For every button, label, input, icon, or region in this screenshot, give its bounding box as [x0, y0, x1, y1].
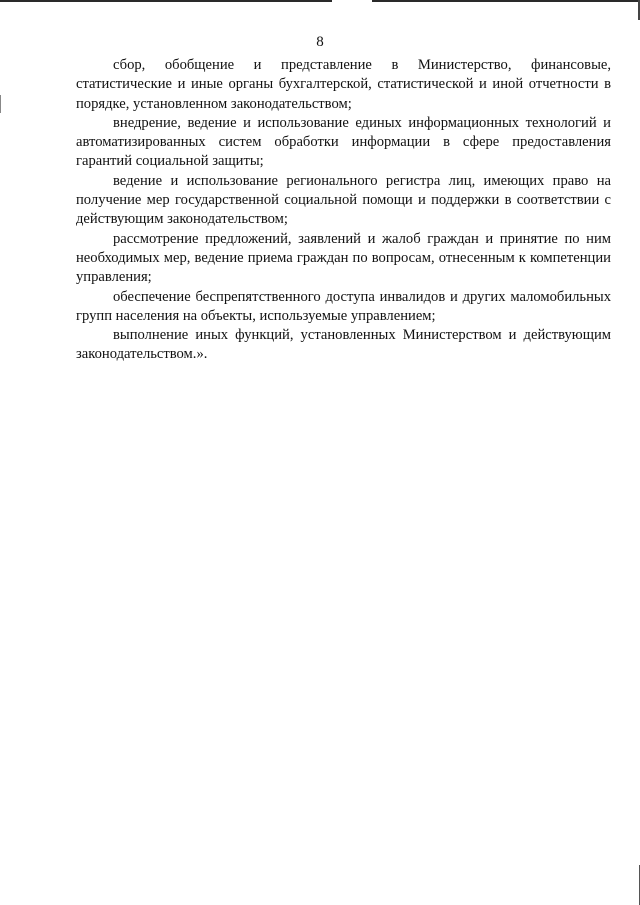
paragraph-accessibility: обеспечение беспрепятственного доступа инвалидов и других маломобильных групп населения на объекты, используемые управлением; — [76, 288, 611, 324]
paragraph-regional-register: ведение и использование регионального регистра лиц, имеющих право на получение мер государственной социальной помощи и поддержки в соответствии с действующим законодательством; — [76, 172, 611, 228]
document-body — [76, 56, 611, 365]
paragraph-reporting: сбор, обобщение и представление в Министерство, финансовые, статистические и иные органы бухгалтерской, статистической и иной отчетности в порядке, установленном законодательством; — [76, 57, 611, 112]
page-number: 8 — [316, 34, 324, 50]
paragraph-citizen-appeals: рассмотрение предложений, заявлений и жалоб граждан и принятие по ним необходимых мер, ведение приема граждан по вопросам, отнесенным к компетенции управления; — [76, 230, 611, 286]
paragraph-other-functions: выполнение иных функций, установленных Министерством и действующим законодательством.». — [76, 327, 611, 363]
scan-edge-left — [0, 95, 1, 113]
scan-edge-top — [0, 0, 640, 2]
scan-edge-gap — [332, 0, 372, 2]
paragraph-information-technologies: внедрение, ведение и использование единых информационных технологий и автоматизированных систем обработки информации в сфере предоставления гарантий социальной защиты; — [76, 114, 611, 170]
